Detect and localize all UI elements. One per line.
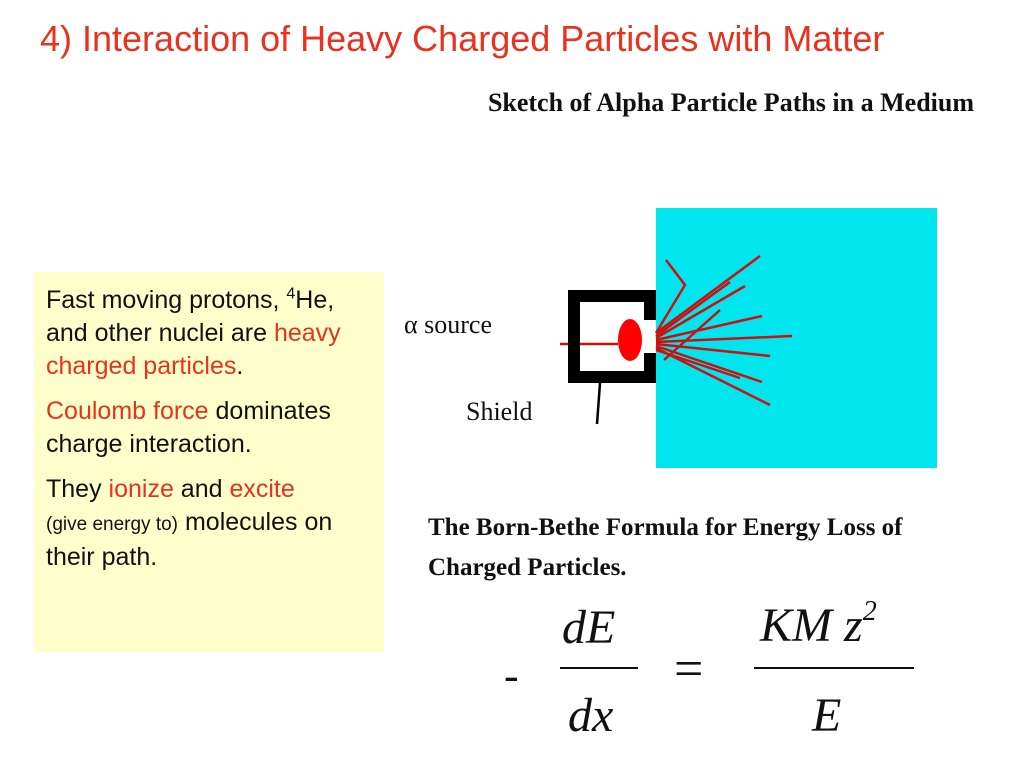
shield-bracket xyxy=(568,290,656,383)
formula-minus: - xyxy=(504,651,519,700)
formula-caption: The Born-Bethe Formula for Energy Loss of Charged Particles. xyxy=(428,514,903,581)
diagram-subtitle: Sketch of Alpha Particle Paths in a Medium xyxy=(487,88,974,117)
formula-denominator-right: E xyxy=(812,689,842,742)
highlight-coulomb-force: Coulomb force xyxy=(46,397,209,425)
shield-label: Shield xyxy=(466,397,533,426)
alpha-source-dot xyxy=(618,319,642,361)
slide-title: 4) Interaction of Heavy Charged Particles with Matter xyxy=(40,18,885,59)
formula-equals: = xyxy=(674,641,704,698)
text-segment: They xyxy=(46,475,109,503)
shield-top xyxy=(568,290,656,302)
formula-exponent: 2 xyxy=(862,596,877,627)
formula-numerator-right xyxy=(760,598,877,653)
shield-pointer-line xyxy=(597,383,600,424)
shield-lip-top xyxy=(644,290,656,320)
shield-bottom xyxy=(568,371,656,383)
text-small-note: (give energy to) xyxy=(46,514,179,535)
fraction-bar-left xyxy=(560,667,638,669)
text-segment: and xyxy=(173,475,230,503)
shield-back xyxy=(568,290,580,383)
alpha-source-label: α source xyxy=(404,310,492,339)
text-segment: He, and other nuclei are xyxy=(46,286,335,347)
highlight-heavy-charged-particles: heavy charged particles xyxy=(46,319,341,380)
text-segment: . xyxy=(236,352,244,380)
text-segment: molecules on their path. xyxy=(46,508,333,571)
highlight-excite: excite xyxy=(229,475,295,503)
formula-denominator-left: dx xyxy=(568,689,614,742)
text-segment: Fast moving protons, xyxy=(46,286,287,314)
medium-block xyxy=(656,208,937,468)
formula-numerator-left: dE xyxy=(562,601,616,654)
fraction-bar-right xyxy=(754,667,914,669)
superscript-mass-number: 4 xyxy=(286,285,296,303)
highlight-ionize: ionize xyxy=(108,475,174,503)
text-segment: dominates charge interaction. xyxy=(46,397,331,458)
formula-kmz: KM z xyxy=(760,599,863,652)
shield-lip-bottom xyxy=(644,353,656,383)
